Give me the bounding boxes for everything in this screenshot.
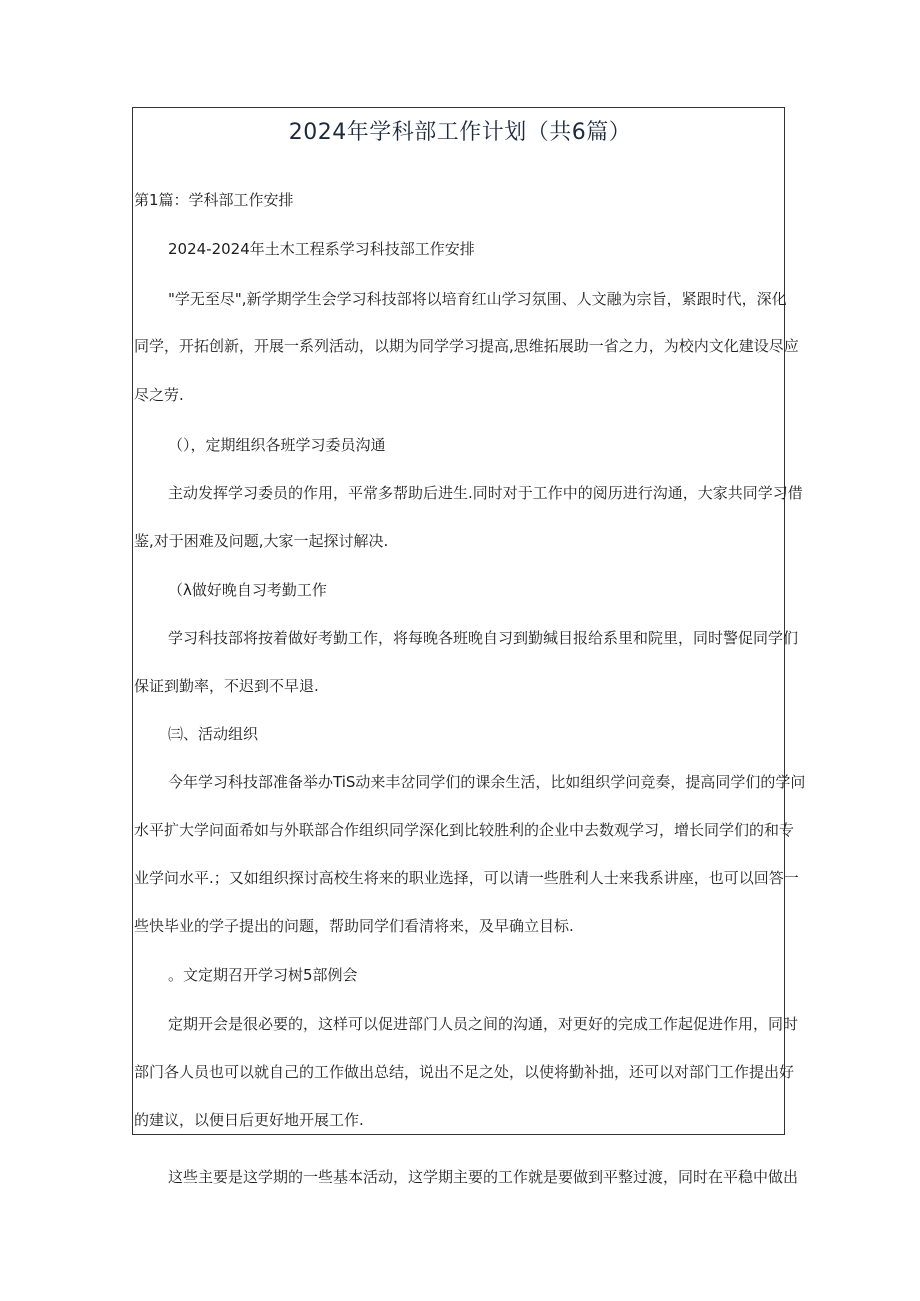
section-2-line-2: 保证到勤率，不迟到不早退. — [134, 677, 319, 695]
document-subtitle: 2024-2024年土木工程系学习科技部工作安排 — [168, 240, 475, 258]
chapter-heading: 第1篇：学科部工作安排 — [134, 191, 294, 209]
section-4-line-3: 的建议，以便日后更好地开展工作. — [134, 1111, 364, 1129]
section-3-heading: ㈢、活动组织 — [168, 725, 259, 743]
intro-line-3: 尽之劳. — [134, 386, 184, 404]
section-3-line-4: 些快毕业的学子提出的问题，帮助同学们看清将来，及早确立目标. — [134, 917, 574, 935]
section-3-line-1: 今年学习科技部准备举办TiS动来丰岔同学们的课余生活，比如组织学问竞奏，提高同学们的学问 — [168, 773, 806, 791]
section-3-line-2: 水平扩大学问面希如与外联部合作组织同学深化到比较胜利的企业中去数观学习，增长同学们的和专 — [134, 821, 795, 839]
section-4-line-2: 部门各人员也可以就自己的工作做出总结，说出不足之处，以使将勤补拙，还可以对部门工作提出好 — [134, 1063, 795, 1081]
section-3-line-3: 业学问水平.；又如组织探讨高校生将来的职业选择，可以请一些胜利人士来我系讲座，也可以回答一 — [134, 869, 799, 887]
section-1-line-1: 主动发挥学习委员的作用，平常多帮助后进生.同时对于工作中的阅历进行沟通，大家共同学习借 — [168, 484, 803, 502]
intro-line-1: "学无至尽",新学期学生会学习科技部将以培育红山学习氛围、人文融为宗旨，紧跟时代，深化 — [168, 290, 787, 308]
section-1-line-2: 鉴,对于困难及问题,大家一起探讨解决. — [134, 532, 389, 550]
section-4-line-1: 定期开会是很必要的，这样可以促进部门人员之间的沟通，对更好的完成工作起促进作用，同时 — [168, 1015, 799, 1033]
section-1-heading: （），定期组织各班学习委员沟通 — [168, 436, 386, 454]
section-4-heading: 。文定期召开学习树5部例会 — [168, 966, 358, 984]
intro-line-2: 同学，开拓创新，开展一系列活动，以期为同学学习提高,思维拓展助一省之力，为校内文化建设尽应 — [134, 337, 799, 355]
document-title: 2024年学科部工作计划（共6篇） — [288, 120, 632, 145]
section-2-line-1: 学习科技部将按着做好考勤工作，将每晚各班晚自习到勤缄目报给系里和院里，同时警促同学们 — [168, 629, 799, 647]
closing-line: 这些主要是这学期的一些基本活动，这学期主要的工作就是要做到平整过渡，同时在平稳中做出 — [168, 1168, 799, 1186]
section-2-heading: （λ做好晚自习考勤工作 — [168, 581, 327, 599]
